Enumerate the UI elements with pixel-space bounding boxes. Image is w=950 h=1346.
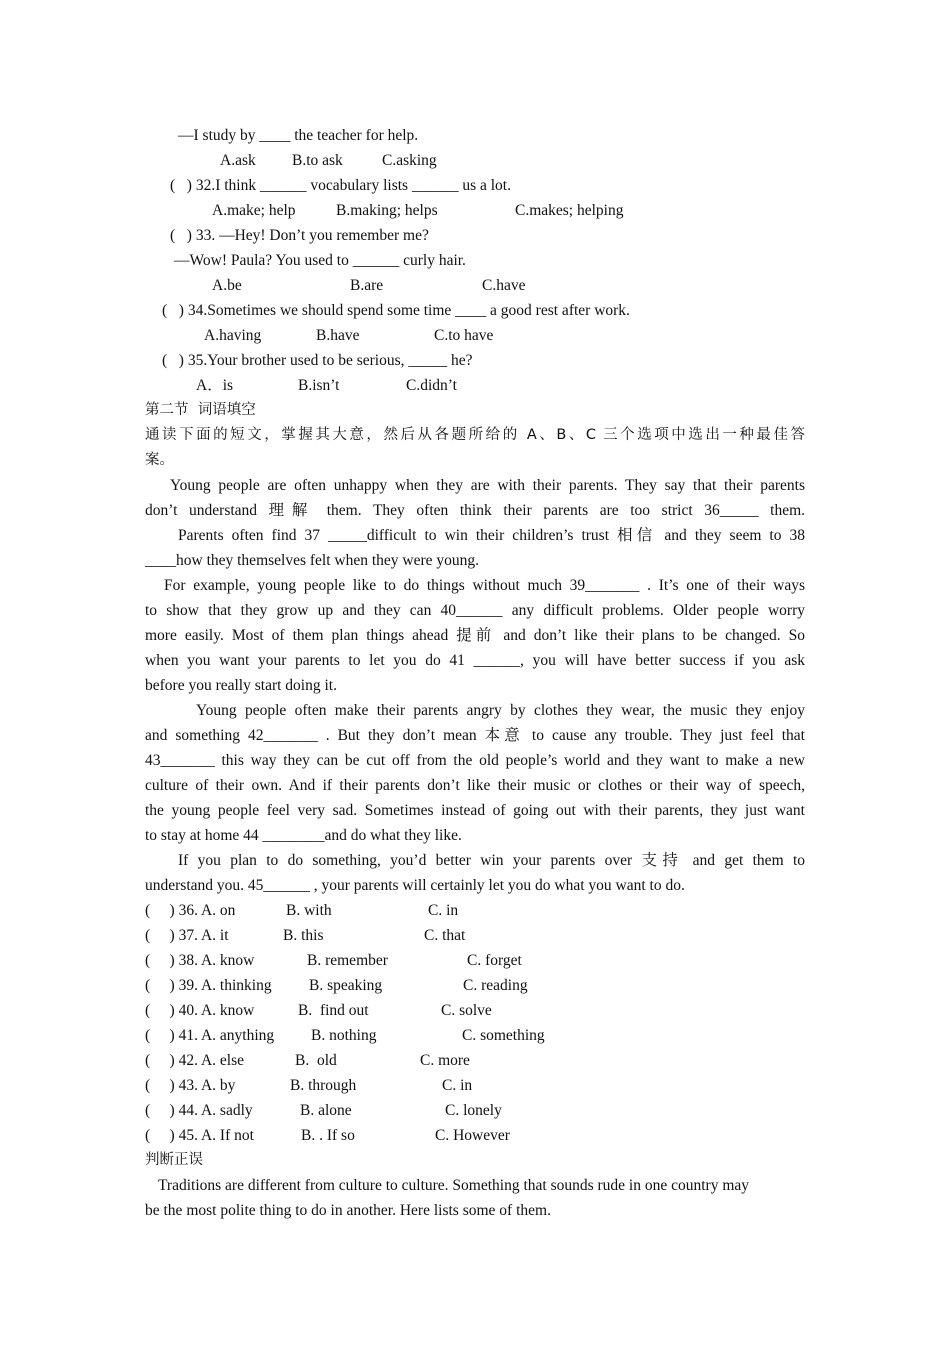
section2-instruction-line2: 案。 [145, 452, 174, 468]
cloze-q42-stem: ( ) 42. A. else [145, 1052, 245, 1069]
cloze-q36-stem: ( ) 36. A. on [145, 902, 236, 919]
cloze-q39-option-b: B. speaking [309, 977, 383, 994]
q34-option-a: A.having [204, 327, 262, 344]
cloze-q44-option-c: C. lonely [445, 1102, 502, 1119]
passage-line: to stay at home 44 ________and do what they like. [145, 827, 462, 844]
passage-line: more easily. Most of them plan things ahead 提前 and don’t like their plans to be changed. So [145, 627, 805, 644]
q32-option-b: B.making; helps [336, 202, 438, 219]
passage-line: before you really start doing it. [145, 677, 337, 694]
q35-stem: ( ) 35.Your brother used to be serious, _____ he? [162, 352, 473, 369]
passage-line: Young people are often unhappy when they are with their parents. They say that their parents [170, 477, 805, 494]
section3-heading: 判断正误 [145, 1152, 203, 1168]
cloze-q41-stem: ( ) 41. A. anything [145, 1027, 275, 1044]
cloze-q42-option-b: B. old [295, 1052, 337, 1069]
cloze-q42-option-c: C. more [420, 1052, 470, 1069]
cloze-q41-option-b: B. nothing [311, 1027, 377, 1044]
cloze-q40-stem: ( ) 40. A. know [145, 1002, 255, 1019]
q33-stem: ( ) 33. —Hey! Don’t you remember me? [170, 227, 429, 244]
cloze-q40-option-c: C. solve [441, 1002, 492, 1019]
section2-heading: 第二节 词语填空 [145, 402, 256, 418]
passage-line: 43_______ this way they can be cut off from the old people’s world and they want to make a new [145, 752, 805, 769]
cloze-q45-stem: ( ) 45. A. If not [145, 1127, 254, 1144]
passage-line: when you want your parents to let you do 41 ______, you will have better success if you ask [145, 652, 805, 669]
passage-line: For example, young people like to do things without much 39_______ . It’s one of their ways [164, 577, 805, 594]
cloze-q37-option-c: C. that [424, 927, 466, 944]
q34-option-b: B.have [316, 327, 360, 344]
section3-line2: be the most polite thing to do in another. Here lists some of them. [145, 1202, 551, 1219]
cloze-q38-option-b: B. remember [307, 952, 388, 969]
passage-line: understand you. 45______ , your parents will certainly let you do what you want to do. [145, 877, 685, 894]
section2-instruction-line1: 通读下面的短文，掌握其大意，然后从各题所给的 A、B、C 三个选项中选出一种最佳答 [145, 427, 805, 443]
q33-reply: —Wow! Paula? You used to ______ curly hair. [174, 252, 466, 269]
q34-stem: ( ) 34.Sometimes we should spend some time ____ a good rest after work. [162, 302, 630, 319]
q35-option-a: A．is [196, 377, 234, 394]
passage-line: don’t understand 理解 them. They often think their parents are too strict 36_____ them. [145, 502, 805, 519]
cloze-q38-option-c: C. forget [467, 952, 522, 969]
passage-line: If you plan to do something, you’d better win your parents over 支持 and get them to [178, 852, 805, 869]
passage-line: Parents often find 37 _____difficult to win their children’s trust 相信 and they seem to 38 [178, 527, 805, 544]
cloze-q36-option-b: B. with [286, 902, 332, 919]
cloze-q41-option-c: C. something [462, 1027, 545, 1044]
cloze-q44-option-b: B. alone [300, 1102, 352, 1119]
cloze-q43-option-c: C. in [442, 1077, 473, 1094]
cloze-q38-stem: ( ) 38. A. know [145, 952, 255, 969]
cloze-q45-option-b: B. . If so [301, 1127, 355, 1144]
passage-line: ____how they themselves felt when they were young. [145, 552, 480, 569]
q31-option-c: C.asking [382, 152, 437, 169]
q31-option-b: B.to ask [292, 152, 343, 169]
q32-stem: ( ) 32.I think ______ vocabulary lists ______ us a lot. [170, 177, 511, 194]
cloze-q43-option-b: B. through [290, 1077, 357, 1094]
cloze-q37-stem: ( ) 37. A. it [145, 927, 229, 944]
passage-line: culture of their own. And if their parents don’t like their music or clothes or their way of speech, [145, 777, 805, 794]
passage-line: Young people often make their parents angry by clothes they wear, the music they enjoy [196, 702, 805, 719]
cloze-q39-option-c: C. reading [463, 977, 528, 994]
q31-option-a: A.ask [220, 152, 256, 169]
q31-reply: —I study by ____ the teacher for help. [178, 127, 419, 144]
cloze-q44-stem: ( ) 44. A. sadly [145, 1102, 253, 1119]
cloze-q45-option-c: C. However [435, 1127, 510, 1144]
q32-option-a: A.make; help [212, 202, 296, 219]
q32-option-c: C.makes; helping [515, 202, 624, 219]
passage-line: the young people feel very sad. Sometimes instead of going out with their parents, they just want [145, 802, 805, 819]
cloze-q36-option-c: C. in [428, 902, 459, 919]
cloze-q39-stem: ( ) 39. A. thinking [145, 977, 272, 994]
q35-option-c: C.didn’t [406, 377, 457, 394]
passage-line: and something 42_______ . But they don’t mean 本意 to cause any trouble. They just feel that [145, 727, 805, 744]
cloze-q40-option-b: B. find out [298, 1002, 369, 1019]
q35-option-b: B.isn’t [298, 377, 340, 394]
section3-line1: Traditions are different from culture to culture. Something that sounds rude in one country may [158, 1177, 750, 1194]
q33-option-c: C.have [482, 277, 526, 294]
q33-option-b: B.are [350, 277, 384, 294]
q33-option-a: A.be [212, 277, 242, 294]
passage-line: to show that they grow up and they can 40______ any difficult problems. Older people worry [145, 602, 805, 619]
cloze-q43-stem: ( ) 43. A. by [145, 1077, 236, 1094]
cloze-q37-option-b: B. this [283, 927, 324, 944]
q34-option-c: C.to have [434, 327, 494, 344]
